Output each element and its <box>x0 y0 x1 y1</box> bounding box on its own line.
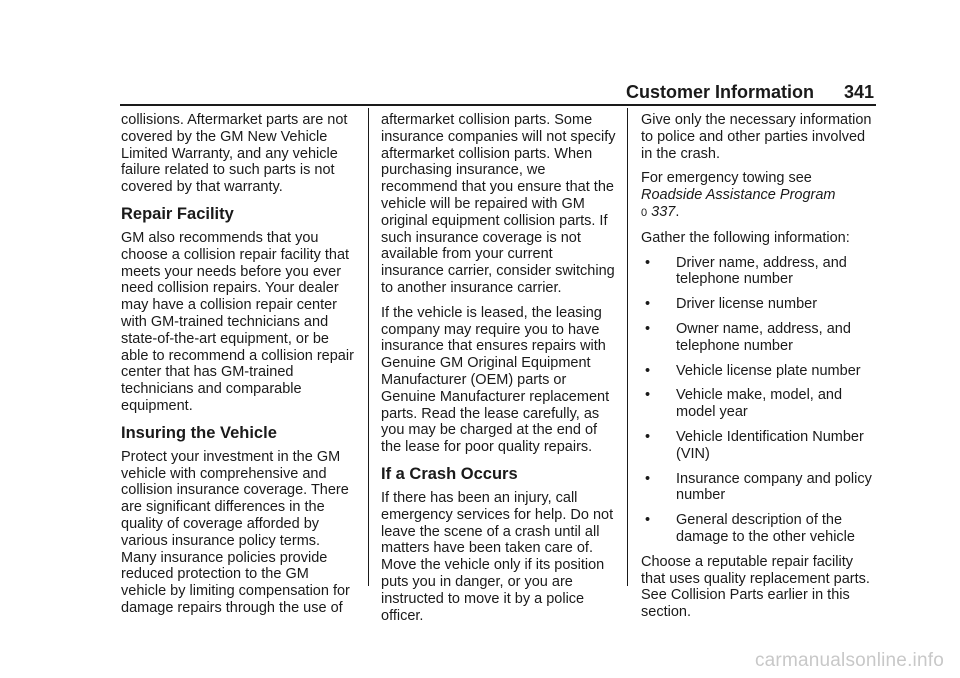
header-rule <box>120 104 876 106</box>
paragraph-emergency-towing <box>641 170 877 221</box>
paragraph-crash-occurs: If there has been an injury, call emergency services for help. Do not leave the scene of a crash until all matters have been taken care of. Move the vehicle only if its position puts you in danger, or you are instructed to move it by a police officer. <box>381 489 614 624</box>
heading-insuring-vehicle: Insuring the Vehicle <box>121 423 277 442</box>
roadside-page-ref[interactable]: 337 <box>651 203 676 220</box>
list-item: • Vehicle make, model, and model year <box>645 387 843 421</box>
paragraph-aftermarket-insurance: aftermarket collision parts. Some insurance companies will not specify aftermarket collision parts. When purchasing insurance, we recommend that you ensure that the vehicle will be repaired with GM original equipment collision parts. If such insurance coverage is not available from your current insurance carrier, consider switching to another insurance carrier. <box>381 112 616 296</box>
list-item: • Vehicle license plate number <box>645 362 861 379</box>
bullet-icon: • <box>645 254 651 271</box>
column-1 <box>121 112 357 625</box>
page-header <box>120 82 876 104</box>
bullet-icon: • <box>645 320 651 337</box>
list-item: • Insurance company and policy number <box>645 470 872 504</box>
section-title: Customer Information <box>625 82 814 102</box>
list-item: • Driver name, address, and telephone number <box>645 254 847 288</box>
column-3 <box>641 112 877 629</box>
towing-intro: For emergency towing see <box>641 170 812 187</box>
column-divider-2 <box>627 108 628 586</box>
heading-crash-occurs: If a Crash Occurs <box>381 464 518 483</box>
roadside-assistance-link[interactable]: Roadside Assistance Program <box>641 187 836 204</box>
paragraph-gather-information: Gather the following information: <box>641 229 850 246</box>
column-divider-1 <box>368 108 369 586</box>
paragraph-necessary-information: Give only the necessary information to police and other parties involved in the crash. <box>641 112 872 162</box>
column-2 <box>381 112 617 632</box>
bullet-icon: • <box>645 428 651 445</box>
bullet-icon: • <box>645 512 651 529</box>
bullet-icon: • <box>645 470 651 487</box>
information-list <box>641 255 877 546</box>
list-item: • Driver license number <box>645 296 818 313</box>
paragraph-insuring-vehicle: Protect your investment in the GM vehicle with comprehensive and collision insurance coverage. There are significant differences in the quality of coverage afforded by various insurance policy terms. Many insurance policies provide reduced protection to the GM vehicle by limiting compensation for damage repairs through the use of <box>121 448 350 616</box>
paragraph-repair-facility: GM also recommends that you choose a collision repair facility that meets your needs before you ever need collision repairs. Your dealer may have a collision repair center with GM-trained technicians and state-of-the-art equipment, or be able to recommend a collision repair center that has GM-trained technicians and comparable equipment. <box>121 229 354 414</box>
bullet-icon: • <box>645 296 651 313</box>
bullet-icon: • <box>645 387 651 404</box>
paragraph-choose-repair-facility: Choose a reputable repair facility that uses quality replacement parts. See Collision Parts earlier in this section. <box>641 553 870 621</box>
bullet-icon: • <box>645 362 651 379</box>
watermark-text: carmanualsonline.info <box>754 650 944 671</box>
page-number: 341 <box>843 82 874 102</box>
list-item: • Owner name, address, and telephone number <box>645 320 851 354</box>
page-reference-icon: 0 <box>641 206 648 219</box>
list-item: • General description of the damage to the other vehicle <box>645 512 855 545</box>
towing-period: . <box>675 203 680 220</box>
paragraph-aftermarket-warranty: collisions. Aftermarket parts are not covered by the GM New Vehicle Limited Warranty, and any vehicle failure related to such parts is not covered by that warranty. <box>121 112 348 196</box>
heading-repair-facility: Repair Facility <box>121 204 234 223</box>
list-item: • Vehicle Identification Number (VIN) <box>645 428 864 462</box>
paragraph-leased-vehicle: If the vehicle is leased, the leasing company may require you to have insurance that ensures repairs with Genuine GM Original Equipment Manufacturer (OEM) parts or Genuine Manufacturer replacement parts. Read the lease carefully, as you may be charged at the end of the lease for poor quality repairs. <box>381 304 610 456</box>
